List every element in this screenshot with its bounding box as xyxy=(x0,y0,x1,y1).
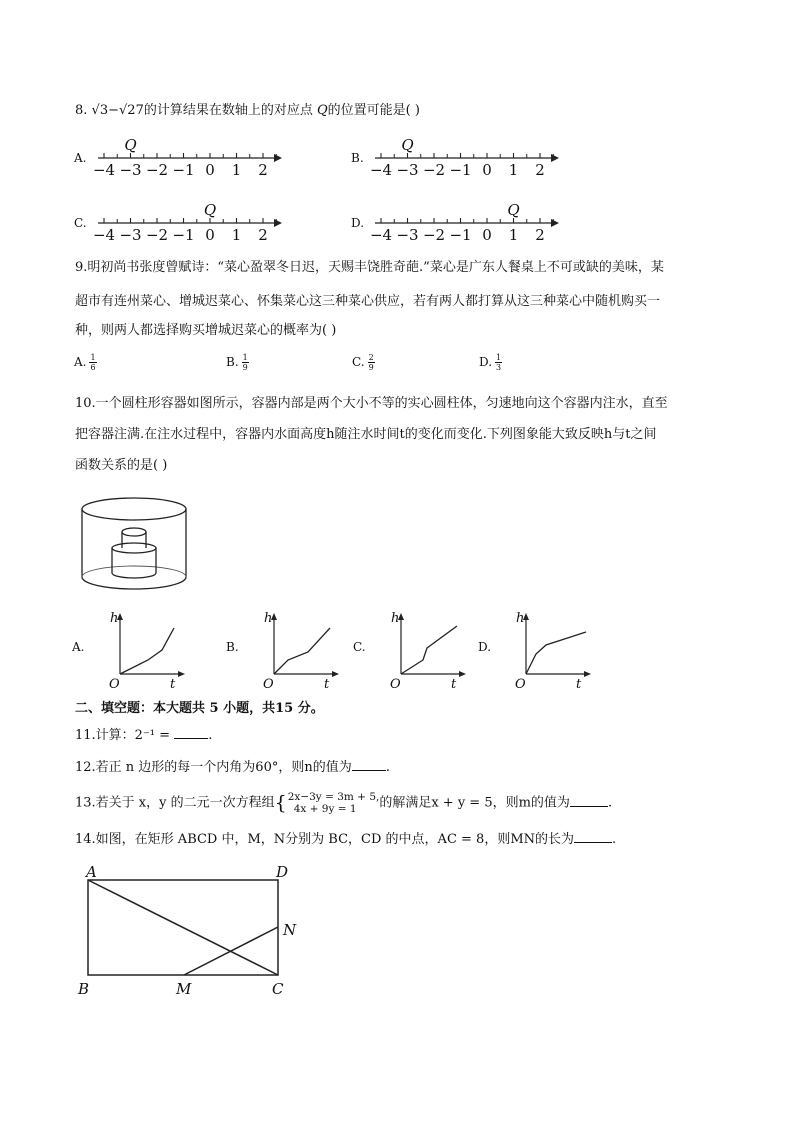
q8-text2: 的位置可能是( ) xyxy=(327,103,420,118)
denominator: 3 xyxy=(496,363,502,372)
tick-label: −3 xyxy=(396,226,419,244)
numerator: 1 xyxy=(496,353,502,362)
denominator: 9 xyxy=(368,363,374,372)
water-level-curve xyxy=(401,626,457,674)
q13-answer-blank[interactable] xyxy=(570,794,608,807)
point-q-label: Q xyxy=(507,201,520,219)
h-label: h xyxy=(516,611,525,626)
label-d: D xyxy=(276,863,289,881)
q8-sqrt27: √27 xyxy=(119,103,144,118)
h-t-graph xyxy=(514,610,592,690)
q11-end: . xyxy=(208,728,213,743)
origin-label: O xyxy=(109,677,120,692)
option-label: C. xyxy=(352,355,365,369)
q8-number: 8. xyxy=(75,103,88,118)
q14-end: . xyxy=(612,832,617,847)
equation-system xyxy=(288,791,380,815)
q9-line3: 种，则两人都选择购买增城迟菜心的概率为( ) xyxy=(75,323,337,338)
diagonal-ac xyxy=(88,880,278,975)
fraction xyxy=(89,353,96,372)
fraction xyxy=(368,353,375,372)
tick-label: −1 xyxy=(172,161,195,179)
numerator: 1 xyxy=(242,353,248,362)
q10-line3: 函数关系的是( ) xyxy=(75,458,168,473)
q10-option-c[interactable]: C. xyxy=(353,640,366,654)
t-label: t xyxy=(324,677,330,692)
h-t-graph xyxy=(262,610,340,690)
option-label: A. xyxy=(74,355,87,369)
q10-line1: 10.一个圆柱形容器如图所示，容器内部是两个大小不等的实心圆柱体，匀速地向这个容器内注水，直至 xyxy=(75,396,668,411)
q8-stem xyxy=(75,101,420,121)
q10-line2: 把容器注满.在注水过程中，容器内水面高度h随注水时间t的变化而变化.下列图象能大致反映h与t之间 xyxy=(75,427,657,442)
q8-point: Q xyxy=(317,103,328,118)
tick-label: −1 xyxy=(172,226,195,244)
q9-option-a[interactable] xyxy=(74,353,97,372)
rectangle-abcd-figure xyxy=(76,860,306,998)
tick-label: −3 xyxy=(119,161,142,179)
tick-label: −3 xyxy=(396,161,419,179)
q11-text: 11.计算：2⁻¹ = xyxy=(75,728,175,743)
t-axis-arrow xyxy=(584,671,591,677)
axis-arrow xyxy=(274,219,282,227)
equation-1: 2x−3y = 3m + 5, xyxy=(287,791,380,803)
q8-option-a[interactable]: A. xyxy=(74,151,87,165)
tick-label: −4 xyxy=(369,226,393,244)
t-axis-arrow xyxy=(459,671,466,677)
t-label: t xyxy=(451,677,457,692)
origin-label: O xyxy=(390,677,401,692)
label-b: B xyxy=(78,980,90,998)
q9-line1: 9.明初尚书张度曾赋诗：“菜心盈翠冬日迟，天赐丰饶胜奇葩.”菜心是广东人餐桌上不可或缺的美味，某 xyxy=(75,260,664,275)
q8-number-line xyxy=(369,199,563,247)
tick-label: 0 xyxy=(482,226,492,244)
h-t-graph xyxy=(108,610,186,690)
tick-label: 1 xyxy=(508,226,519,244)
q8-option-b[interactable]: B. xyxy=(351,151,364,165)
water-level-curve xyxy=(274,628,330,674)
q8-number-line xyxy=(92,199,286,247)
fraction xyxy=(242,353,249,372)
q8-minus: − xyxy=(108,103,120,118)
origin-label: O xyxy=(263,677,274,692)
point-q-label: Q xyxy=(401,136,414,154)
h-label: h xyxy=(264,611,273,626)
q12-end: . xyxy=(385,760,390,775)
tick-label: 0 xyxy=(482,161,492,179)
q12-answer-blank[interactable] xyxy=(352,758,386,771)
t-axis-arrow xyxy=(332,671,339,677)
label-a: A xyxy=(86,863,97,881)
q8-sqrt3: √3 xyxy=(91,103,109,118)
q8-option-c[interactable]: C. xyxy=(74,216,87,230)
t-label: t xyxy=(576,677,582,692)
q9-line2: 超市有连州菜心、增城迟菜心、怀集菜心这三种菜心供应，若有两人都打算从这三种菜心中随机购买一 xyxy=(75,294,661,309)
fraction xyxy=(495,353,502,372)
tick-label: −2 xyxy=(145,161,169,179)
q14-text: 14.如图，在矩形 ABCD 中，M，N分别为 BC，CD 的中点，AC = 8，则MN的长为 xyxy=(75,832,575,847)
q8-number-line xyxy=(369,134,563,182)
axis-arrow xyxy=(274,154,282,162)
h-t-graph xyxy=(389,610,467,690)
tick-label: −2 xyxy=(145,226,169,244)
label-m: M xyxy=(176,980,192,998)
q11 xyxy=(75,726,212,746)
q14 xyxy=(75,830,616,850)
q14-answer-blank[interactable] xyxy=(574,830,612,843)
q9-option-d[interactable] xyxy=(479,353,502,372)
q8-option-d[interactable]: D. xyxy=(351,216,365,230)
equation-2: 4x + 9y = 1 xyxy=(293,803,357,815)
tick-label: −1 xyxy=(449,161,472,179)
tick-label: 2 xyxy=(258,161,268,179)
q10-option-b[interactable]: B. xyxy=(226,640,239,654)
point-q-label: Q xyxy=(203,201,217,219)
denominator: 9 xyxy=(242,363,248,372)
tick-label: −2 xyxy=(422,161,446,179)
tick-label: 2 xyxy=(535,226,545,244)
water-level-curve xyxy=(120,628,174,674)
axis-arrow xyxy=(551,219,559,227)
point-q-label: Q xyxy=(124,136,137,154)
label-c: C xyxy=(272,980,284,998)
t-axis-arrow xyxy=(178,671,185,677)
q10-option-a[interactable]: A. xyxy=(72,640,85,654)
q8-number-line xyxy=(92,134,286,182)
option-label: D. xyxy=(479,355,493,369)
q12-text: 12.若正 n 边形的每一个内角为60°，则n的值为 xyxy=(75,760,352,775)
q13-pre: 13.若关于 x，y 的二元一次方程组 xyxy=(75,795,275,811)
h-label: h xyxy=(110,611,119,626)
brace: { xyxy=(274,792,287,814)
q13-post: 的解满足x + y = 5，则m的值为 xyxy=(379,795,570,811)
q13 xyxy=(75,791,612,815)
q9-option-b[interactable] xyxy=(226,353,249,372)
tick-label: −1 xyxy=(449,226,472,244)
numerator: 2 xyxy=(368,353,374,362)
q9-option-c[interactable] xyxy=(352,353,375,372)
axis-arrow xyxy=(551,154,559,162)
q8-text: 的计算结果在数轴上的对应点 xyxy=(143,103,313,118)
numerator: 1 xyxy=(90,353,96,362)
tick-label: −4 xyxy=(369,161,393,179)
option-label: B. xyxy=(226,355,239,369)
q12 xyxy=(75,758,390,778)
origin-label: O xyxy=(515,677,526,692)
tick-label: 1 xyxy=(231,161,242,179)
tick-label: −4 xyxy=(92,161,116,179)
cylinder-container-figure xyxy=(78,495,190,597)
h-label: h xyxy=(391,611,400,626)
tick-label: 0 xyxy=(205,161,215,179)
q11-answer-blank[interactable] xyxy=(174,726,208,739)
q10-option-d[interactable]: D. xyxy=(478,640,492,654)
q13-end: . xyxy=(607,795,613,811)
t-label: t xyxy=(170,677,176,692)
tick-label: 1 xyxy=(508,161,519,179)
section-2-heading: 二、填空题：本大题共 5 小题，共15 分。 xyxy=(75,701,324,716)
tick-label: 2 xyxy=(258,226,268,244)
label-n: N xyxy=(283,921,297,939)
tick-label: −3 xyxy=(119,226,142,244)
tick-label: −2 xyxy=(422,226,446,244)
tick-label: 0 xyxy=(205,226,215,244)
denominator: 6 xyxy=(90,363,96,372)
tick-label: −4 xyxy=(92,226,116,244)
water-level-curve xyxy=(526,632,586,674)
tick-label: 2 xyxy=(535,161,545,179)
tick-label: 1 xyxy=(231,226,242,244)
